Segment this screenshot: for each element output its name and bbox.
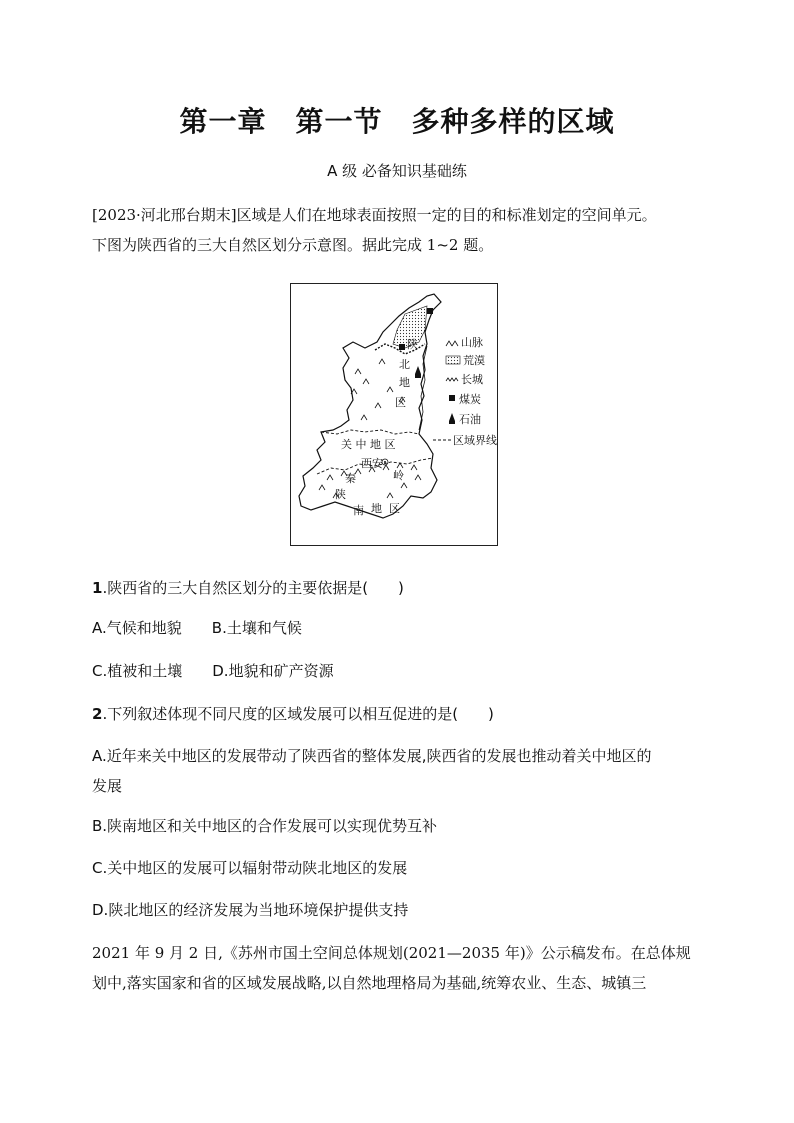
question-1-options-row-1 bbox=[92, 613, 707, 643]
legend-label: 区域界线 bbox=[453, 434, 497, 447]
coal-symbol bbox=[399, 344, 405, 350]
legend-oil-icon bbox=[449, 413, 455, 421]
option-a-line: A.近年来关中地区的发展带动了陕西省的整体发展,陕西省的发展也推动着关中地区的 bbox=[92, 747, 652, 765]
map-label: 区 bbox=[389, 502, 400, 515]
option-c: C.植被和土壤 bbox=[92, 662, 183, 680]
map-label: 北 bbox=[399, 358, 410, 371]
question-2-option-b: B.陕南地区和关中地区的合作发展可以实现优势互补 bbox=[92, 817, 438, 835]
boundary-north-central bbox=[321, 430, 419, 434]
map-label: 区 bbox=[395, 396, 406, 409]
question-2-stem bbox=[92, 699, 707, 729]
intro-line: 划中,落实国家和省的区域发展战略,以自然地理格局为基础,统筹农业、生态、城镇三 bbox=[92, 974, 647, 992]
map-label: 南 bbox=[353, 504, 364, 517]
legend-mountain-icon bbox=[446, 341, 458, 346]
legend-coal-icon bbox=[449, 395, 455, 401]
intro-line: 下图为陕西省的三大自然区划分示意图。据此完成 1~2 题。 bbox=[92, 236, 494, 254]
map-figure bbox=[291, 284, 497, 545]
level-heading: A 级 必备知识基础练 bbox=[327, 162, 467, 180]
question-2-option-d: D.陕北地区的经济发展为当地环境保护提供支持 bbox=[92, 901, 409, 919]
legend-label: 长城 bbox=[461, 373, 483, 386]
legend-great-wall-icon bbox=[446, 378, 458, 381]
question-text: .陕西省的三大自然区划分的主要依据是( ) bbox=[102, 579, 404, 597]
intro-line: [2023·河北邢台期末]区域是人们在地球表面按照一定的目的和标准划定的空间单元。 bbox=[92, 206, 657, 224]
question-text: .下列叙述体现不同尺度的区域发展可以相互促进的是( ) bbox=[102, 705, 494, 723]
oil-symbol bbox=[415, 374, 421, 378]
intro-paragraph-2 bbox=[92, 938, 707, 998]
map-label-mountain: 岭 bbox=[393, 469, 404, 482]
question-2-option-a bbox=[92, 741, 707, 801]
intro-paragraph-1 bbox=[92, 200, 707, 260]
question-number: 2 bbox=[92, 705, 103, 723]
map-label-city: 西安 bbox=[361, 457, 383, 470]
map-label: 陕 bbox=[335, 488, 346, 501]
option-a-line: 发展 bbox=[92, 777, 123, 795]
option-b: B.土壤和气候 bbox=[211, 619, 302, 637]
page-title: 第一章 第一节 多种多样的区域 bbox=[179, 105, 615, 138]
map-label: 陕 bbox=[407, 338, 418, 351]
legend-label: 石油 bbox=[459, 413, 481, 426]
legend-label: 山脉 bbox=[461, 336, 483, 349]
question-1-options-row-2 bbox=[92, 656, 707, 686]
option-d: D.地貌和矿产资源 bbox=[212, 662, 334, 680]
question-2-option-c: C.关中地区的发展可以辐射带动陕北地区的发展 bbox=[92, 859, 408, 877]
legend-label: 荒漠 bbox=[463, 354, 485, 367]
map-label: 地 bbox=[371, 502, 382, 515]
intro-line: 2021 年 9 月 2 日,《苏州市国土空间总体规划(2021—2035 年)》公示稿发布。在总体规 bbox=[92, 944, 691, 962]
map-legend bbox=[433, 336, 497, 447]
map-label: 地 bbox=[399, 376, 410, 389]
coal-symbol bbox=[427, 308, 433, 314]
map-label-mountain: 秦 bbox=[345, 472, 356, 485]
legend-desert-icon bbox=[446, 356, 460, 364]
option-a: A.气候和地貌 bbox=[92, 619, 182, 637]
question-1-stem bbox=[92, 573, 707, 603]
question-number: 1 bbox=[92, 579, 103, 597]
shaanxi-region-map bbox=[290, 283, 498, 546]
oil-symbol bbox=[415, 366, 421, 374]
legend-label: 煤炭 bbox=[459, 393, 481, 406]
map-label-central: 关 中 地 区 bbox=[341, 438, 396, 451]
